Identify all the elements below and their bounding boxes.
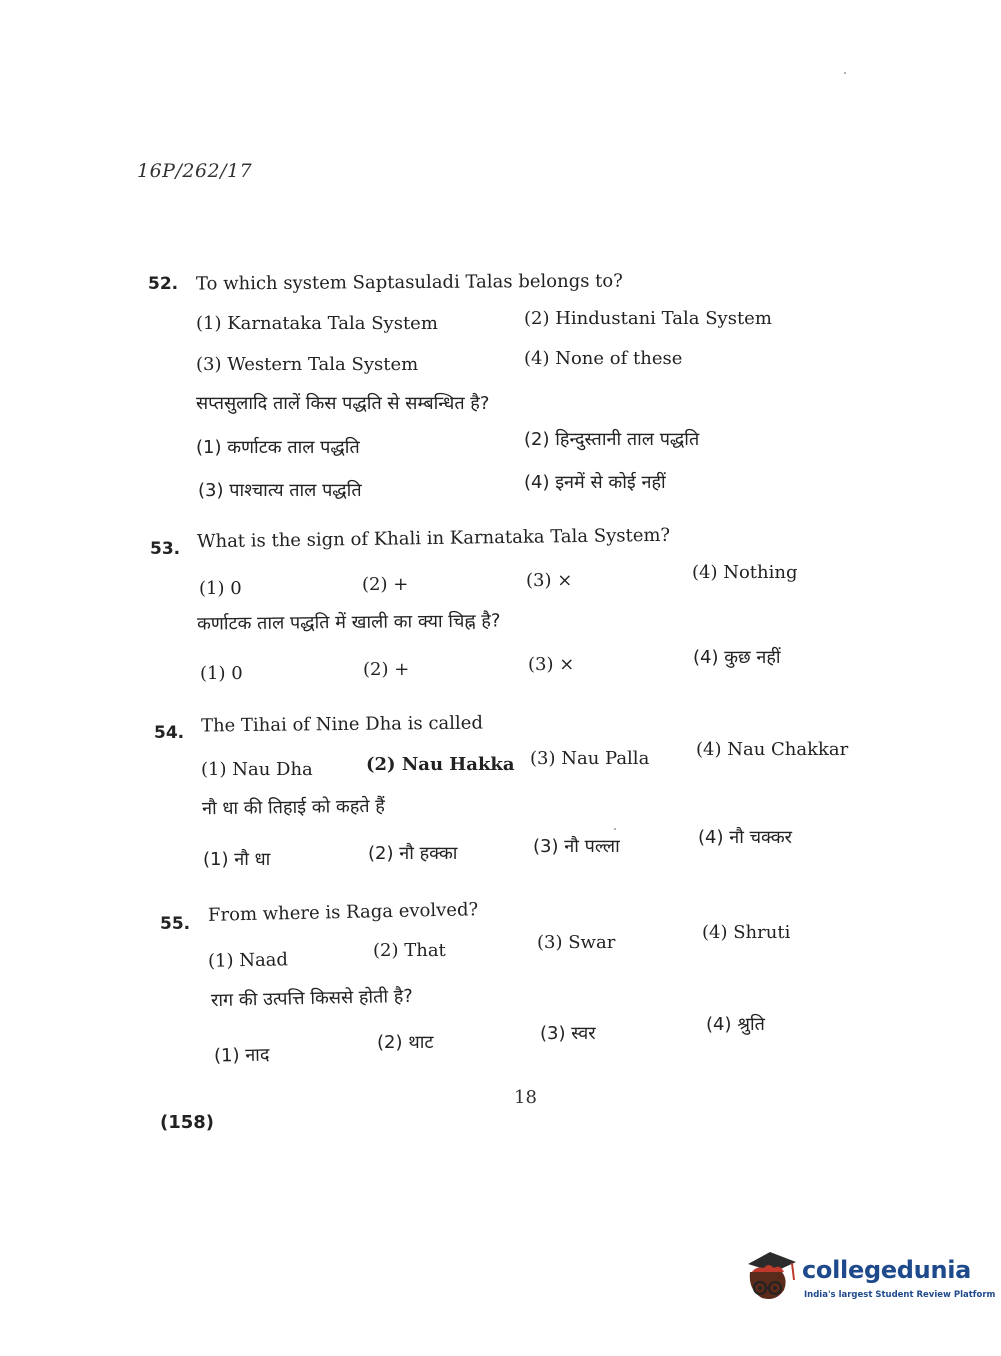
option-hi-1: (1) नौ धा: [203, 849, 271, 870]
option-en-1: (1) Karnataka Tala System: [196, 313, 438, 334]
paper-code: 16P/262/17: [137, 160, 253, 182]
option-hi-4: (4) इनमें से कोई नहीं: [524, 472, 666, 493]
question-text-hi: नौ धा की तिहाई को कहते हैं: [201, 795, 386, 820]
option-hi-2: (2) हिन्दुस्तानी ताल पद्धति: [524, 429, 700, 450]
option-en-1: (1) Nau Dha: [201, 759, 313, 780]
option-en-3: (3) Swar: [537, 932, 616, 953]
collegedunia-watermark: [742, 1250, 996, 1320]
option-hi-1: (1) 0: [200, 663, 243, 684]
question-number: 55.: [160, 914, 191, 934]
page-number: 18: [514, 1087, 537, 1108]
question-number: 53.: [150, 539, 181, 559]
question-text-en: What is the sign of Khali in Karnataka Tala System?: [196, 524, 671, 553]
question-text-hi: राग की उत्पत्ति किससे होती है?: [210, 985, 414, 1012]
option-hi-4: (4) कुछ नहीं: [693, 647, 781, 668]
option-hi-4: (4) श्रुति: [706, 1014, 765, 1035]
option-hi-3: (3) ×: [528, 654, 575, 675]
option-en-2: (2) +: [362, 574, 409, 595]
option-en-4: (4) Shruti: [702, 922, 791, 943]
option-hi-1: (1) नाद: [213, 1044, 270, 1067]
booklet-code: (158): [160, 1112, 215, 1133]
question-text-en: The Tihai of Nine Dha is called: [200, 712, 484, 737]
question-text-hi: कर्णाटक ताल पद्धति में खाली का क्या चिह्न है?: [196, 610, 501, 635]
option-hi-1: (1) कर्णाटक ताल पद्धति: [196, 437, 360, 458]
mascot-icon: [742, 1250, 798, 1308]
option-en-3: (3) ×: [526, 570, 573, 591]
brand-tagline: India's largest Student Review Platform: [804, 1290, 996, 1300]
option-hi-3: (3) स्वर: [540, 1023, 596, 1044]
question-text-en: From where is Raga evolved?: [207, 899, 479, 926]
scan-speck: [614, 828, 616, 830]
option-en-2: (2) Hindustani Tala System: [524, 308, 772, 329]
option-en-4: (4) Nothing: [692, 562, 798, 583]
option-en-1: (1) 0: [199, 578, 242, 599]
option-en-1: (1) Naad: [207, 949, 289, 972]
scan-speck: [844, 72, 846, 74]
option-en-4: (4) Nau Chakkar: [696, 739, 849, 760]
question-number: 54.: [154, 723, 185, 743]
question-number: 52.: [148, 274, 179, 294]
option-en-3: (3) Nau Palla: [530, 748, 650, 769]
option-hi-2: (2) +: [363, 659, 410, 680]
option-en-4: (4) None of these: [524, 348, 683, 369]
option-hi-3: (3) पाश्चात्य ताल पद्धति: [198, 480, 362, 501]
option-hi-3: (3) नौ पल्ला: [533, 836, 620, 857]
option-en-2: (2) Nau Hakka: [366, 754, 515, 775]
option-en-3: (3) Western Tala System: [196, 354, 419, 375]
option-en-2: (2) That: [373, 940, 446, 961]
option-hi-4: (4) नौ चक्कर: [698, 827, 793, 848]
option-hi-2: (2) नौ हक्का: [368, 843, 458, 864]
question-text-en: To which system Saptasuladi Talas belongs to?: [195, 270, 623, 295]
question-text-hi: सप्तसुलादि तालें किस पद्धति से सम्बन्धित है?: [196, 393, 490, 414]
option-hi-2: (2) थाट: [377, 1032, 434, 1053]
brand-name: collegedunia: [802, 1256, 972, 1284]
